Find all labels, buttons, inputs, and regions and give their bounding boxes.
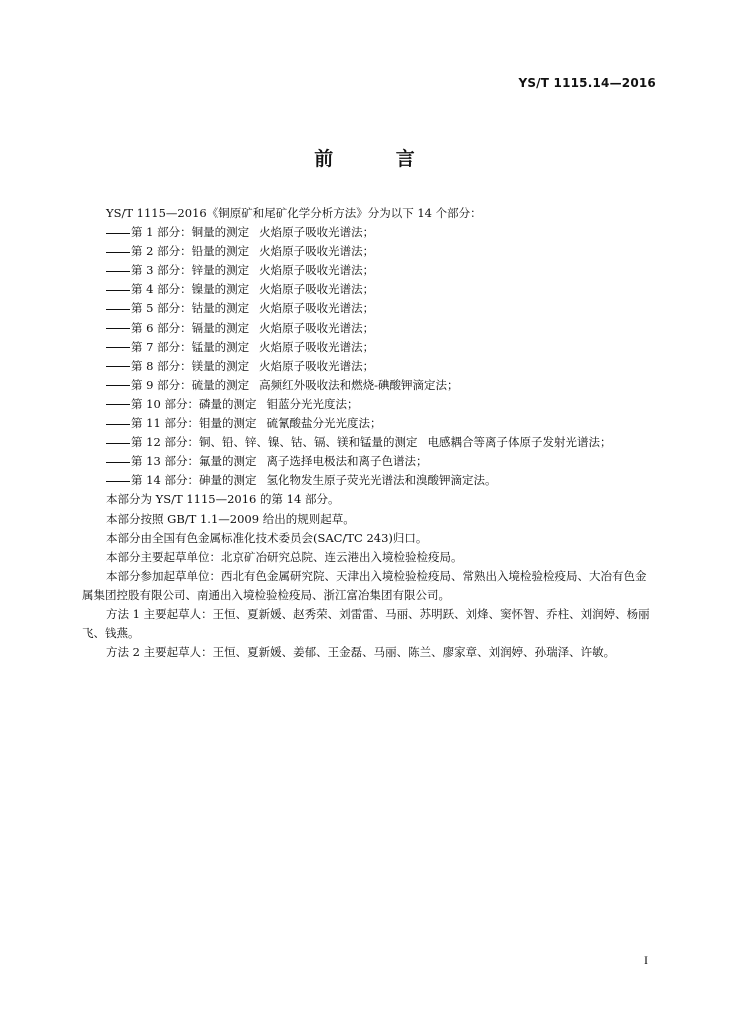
part-method: 火焰原子吸收光谱法； xyxy=(259,301,375,316)
list-item xyxy=(82,338,656,357)
foreword-body xyxy=(82,204,656,662)
parts-list xyxy=(82,223,656,490)
part-method: 火焰原子吸收光谱法； xyxy=(259,263,375,278)
part-label: 第 1 部分：铜量的测定 xyxy=(131,225,250,240)
part-label: 第 12 部分：铜、铅、锌、镍、钴、镉、镁和锰量的测定 xyxy=(131,435,418,450)
list-item xyxy=(82,471,656,490)
em-dash xyxy=(106,385,130,386)
list-item xyxy=(82,299,656,318)
em-dash xyxy=(106,347,130,348)
em-dash xyxy=(106,252,130,253)
part-label: 第 7 部分：锰量的测定 xyxy=(131,339,250,354)
standard-code-header: YS/T 1115.14—2016 xyxy=(518,76,656,90)
list-item xyxy=(82,357,656,376)
list-item xyxy=(82,280,656,299)
list-item xyxy=(82,433,656,452)
list-item xyxy=(82,395,656,414)
part-method: 火焰原子吸收光谱法； xyxy=(259,339,375,354)
part-method: 钼蓝分光光度法； xyxy=(266,396,359,411)
main-drafters-unit-paragraph: 本部分主要起草单位：北京矿冶研究总院、连云港出入境检验检疫局。 xyxy=(106,549,463,564)
part-method: 硫氰酸盐分光光度法； xyxy=(266,416,382,431)
part-label: 第 6 部分：镉量的测定 xyxy=(131,320,250,335)
this-part-paragraph: 本部分为 YS/T 1115—2016 的第 14 部分。 xyxy=(106,492,340,507)
part-label: 第 4 部分：镍量的测定 xyxy=(131,282,250,297)
em-dash xyxy=(106,328,130,329)
part-label: 第 10 部分：磷量的测定 xyxy=(131,396,257,411)
list-item xyxy=(82,376,656,395)
em-dash xyxy=(106,424,130,425)
em-dash xyxy=(106,404,130,405)
em-dash xyxy=(106,443,130,444)
em-dash xyxy=(106,462,130,463)
part-method: 高频红外吸收法和燃烧-碘酸钾滴定法； xyxy=(259,377,459,392)
page-number: I xyxy=(644,953,648,967)
em-dash xyxy=(106,290,130,291)
part-label: 第 13 部分：氟量的测定 xyxy=(131,454,257,469)
part-method: 火焰原子吸收光谱法； xyxy=(259,282,375,297)
list-item xyxy=(82,223,656,242)
method2-drafters-paragraph: 方法 2 主要起草人：王恒、夏新媛、姜郁、王金磊、马丽、陈兰、廖家章、刘润婷、孙瑞泽、许敏。 xyxy=(106,645,616,660)
drafting-rules-paragraph: 本部分按照 GB/T 1.1—2009 给出的规则起草。 xyxy=(106,511,355,526)
em-dash xyxy=(106,309,130,310)
part-method: 火焰原子吸收光谱法； xyxy=(259,244,375,259)
proposed-by-paragraph: 本部分由全国有色金属标准化技术委员会(SAC/TC 243)归口。 xyxy=(106,530,428,545)
em-dash xyxy=(106,233,130,234)
part-label: 第 14 部分：砷量的测定 xyxy=(131,473,257,488)
part-label: 第 11 部分：钼量的测定 xyxy=(131,416,257,431)
part-label: 第 8 部分：镁量的测定 xyxy=(131,358,250,373)
em-dash xyxy=(106,271,130,272)
part-method: 氢化物发生原子荧光光谱法和溴酸钾滴定法。 xyxy=(266,473,497,488)
em-dash xyxy=(106,366,130,367)
part-label: 第 3 部分：锌量的测定 xyxy=(131,263,250,278)
list-item xyxy=(82,452,656,471)
part-method: 电感耦合等离子体原子发射光谱法； xyxy=(427,435,612,450)
intro-paragraph: YS/T 1115—2016《铜原矿和尾矿化学分析方法》分为以下 14 个部分： xyxy=(106,206,482,220)
em-dash xyxy=(106,481,130,482)
part-method: 火焰原子吸收光谱法； xyxy=(259,320,375,335)
list-item xyxy=(82,414,656,433)
list-item xyxy=(82,319,656,338)
part-label: 第 2 部分：铅量的测定 xyxy=(131,244,250,259)
page-title: 前 言 xyxy=(314,148,443,170)
part-method: 火焰原子吸收光谱法； xyxy=(259,225,375,240)
participating-units-paragraph: 本部分参加起草单位：西北有色金属研究院、天津出入境检验检疫局、常熟出入境检验检疫局、大冶有色金属集团控股有限公司、南通出入境检验检疫局、浙江富冶集团有限公司。 xyxy=(82,568,647,602)
list-item xyxy=(82,242,656,261)
part-method: 离子选择电极法和离子色谱法； xyxy=(266,454,428,469)
method1-drafters-paragraph: 方法 1 主要起草人：王恒、夏新媛、赵秀荣、刘雷雷、马丽、苏明跃、刘烽、窦怀智、乔柱、刘润婷、杨丽飞、钱燕。 xyxy=(82,606,650,641)
part-method: 火焰原子吸收光谱法； xyxy=(259,358,375,373)
part-label: 第 9 部分：硫量的测定 xyxy=(131,377,250,392)
part-label: 第 5 部分：钴量的测定 xyxy=(131,301,250,316)
list-item xyxy=(82,261,656,280)
